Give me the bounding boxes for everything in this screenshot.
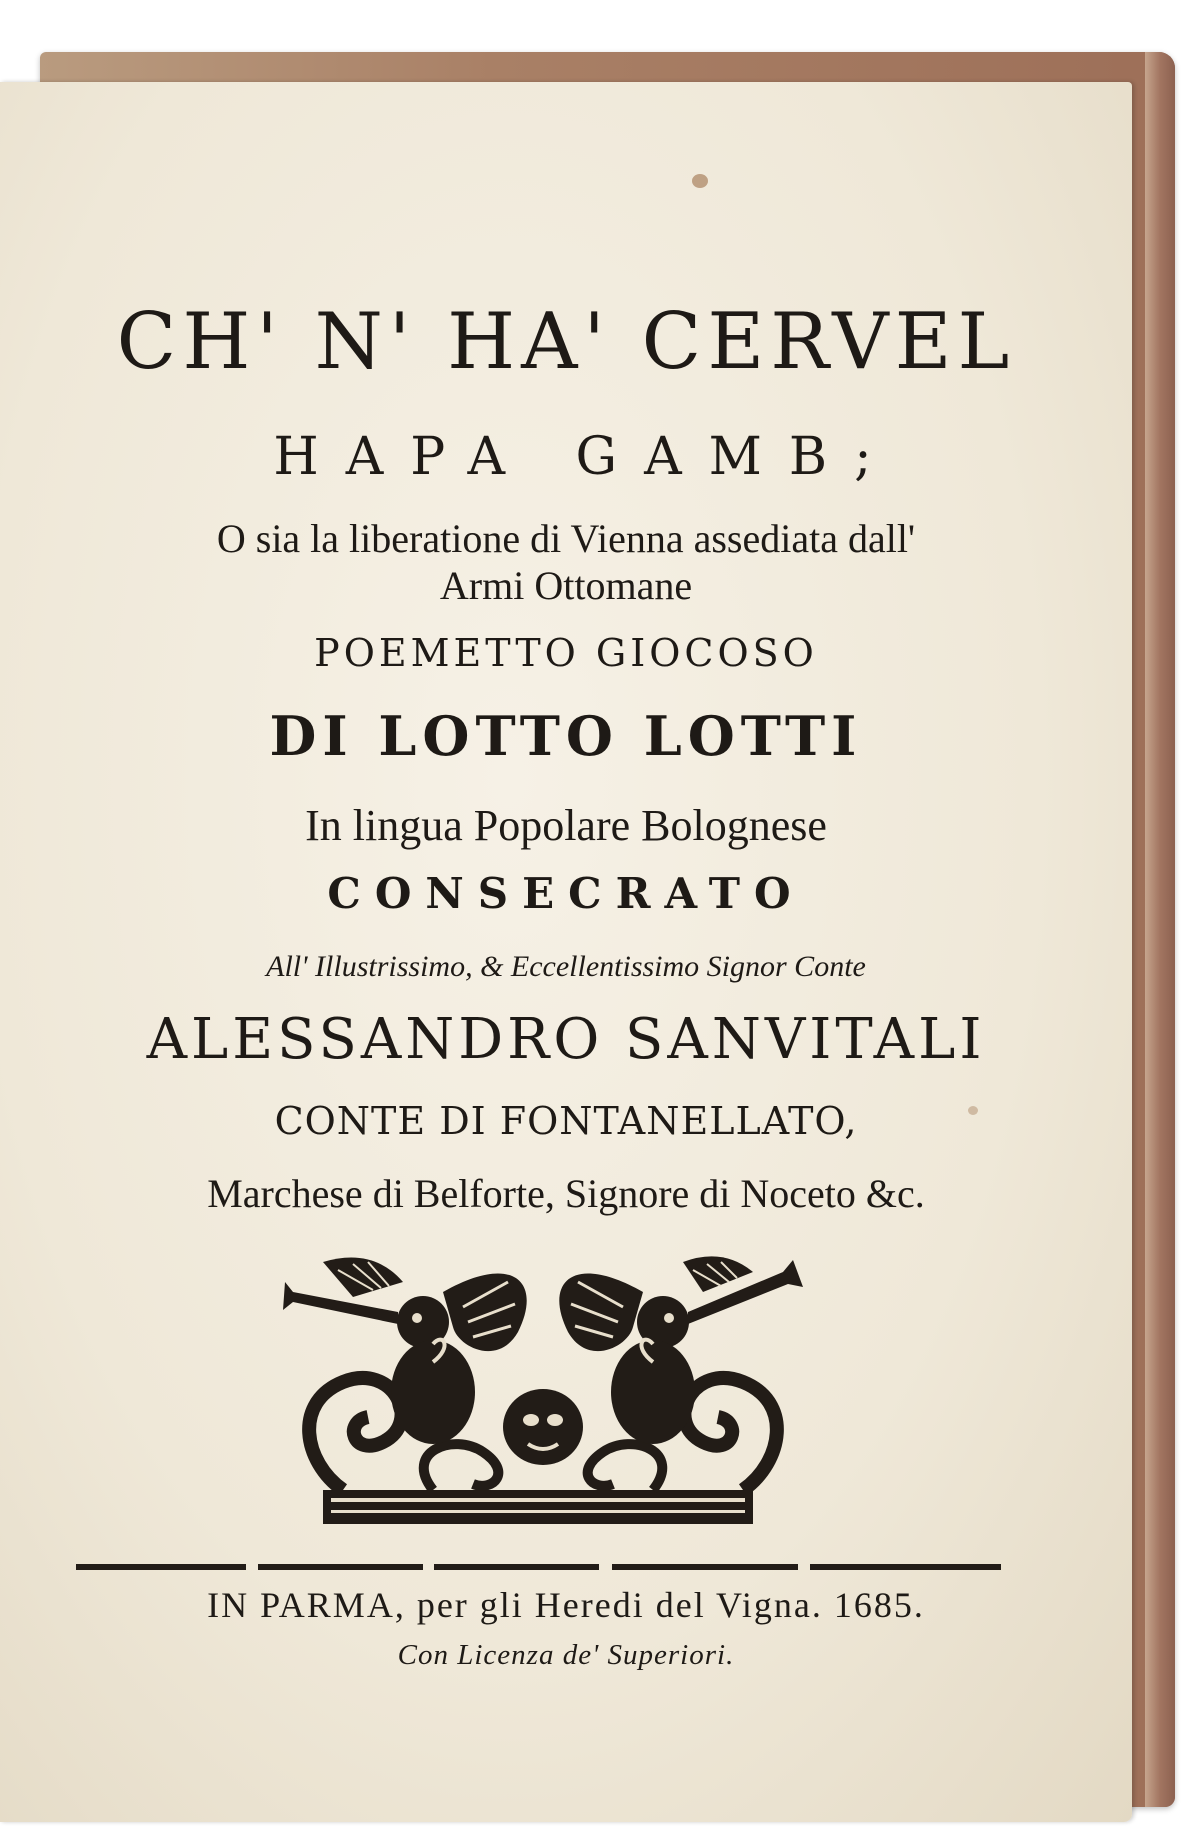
title-line-1: CH' N' HA' CERVEL xyxy=(116,297,1016,387)
title-line-2: HAPA GAMB; xyxy=(273,427,899,487)
binding-edge xyxy=(1145,52,1175,1807)
imprint-line: IN PARMA, per gli Heredi del Vigna. 1685. xyxy=(207,1585,925,1625)
consecrato-line: CONSECRATO xyxy=(327,869,805,918)
dedication-line: All' Illustrissimo, & Eccellentissimo Signor Conte xyxy=(266,950,866,983)
woodcut-cherubs-with-trumpets-icon xyxy=(283,1252,803,1542)
dedicatee-title: CONTE DI FONTANELLATO, xyxy=(274,1099,858,1143)
language-line: In lingua Popolare Bolognese xyxy=(305,801,827,850)
subtitle-line-2: Armi Ottomane xyxy=(439,563,693,608)
subtitle-line-1: O sia la liberatione di Vienna assediata dall' xyxy=(216,516,916,561)
decorative-rule xyxy=(76,1560,1001,1574)
dedicatee-name: ALESSANDRO SANVITALI xyxy=(146,1007,986,1072)
dedicatee-titles: Marchese di Belforte, Signore di Noceto &c. xyxy=(207,1171,925,1216)
license-line: Con Licenza de' Superiori. xyxy=(397,1639,735,1671)
foxing-spot xyxy=(692,174,708,188)
genre-line: POEMETTO GIOCOSO xyxy=(314,631,818,675)
author-line: DI LOTTO LOTTI xyxy=(269,704,863,768)
title-page xyxy=(0,82,1132,1822)
